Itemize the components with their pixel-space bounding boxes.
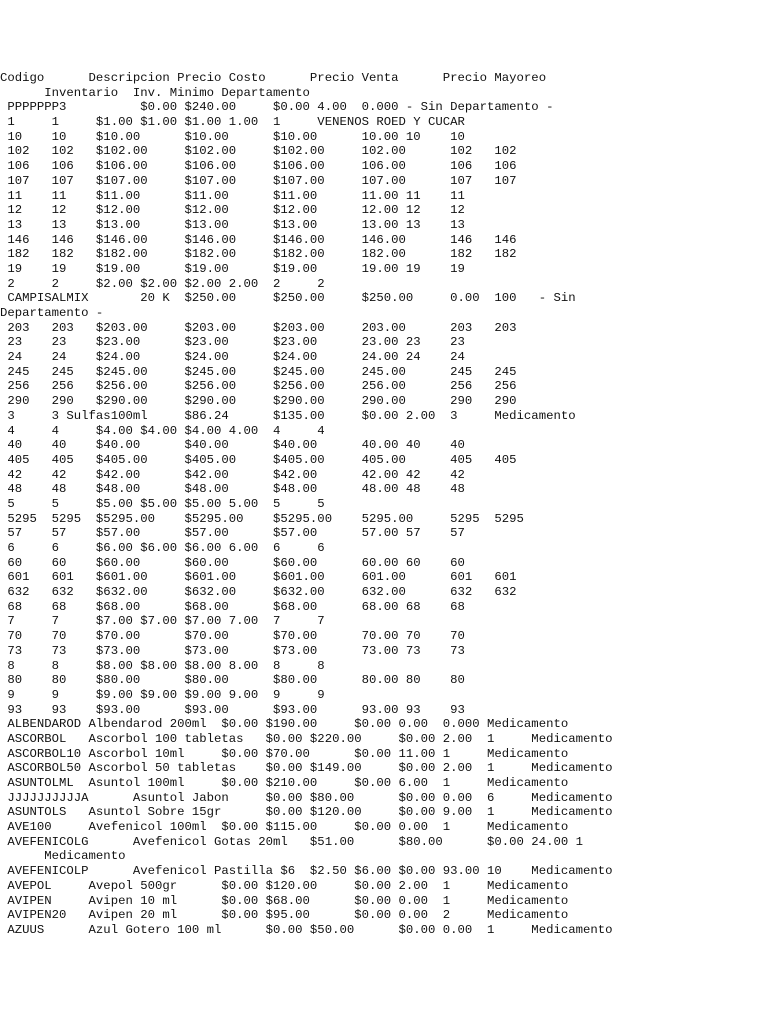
report-line: 13 13 $13.00 $13.00 $13.00 13.00 13 13 <box>0 217 465 232</box>
report-line: 601 601 $601.00 $601.00 $601.00 601.00 601 601 <box>0 570 517 585</box>
report-line: 10 10 $10.00 $10.00 $10.00 10.00 10 10 <box>0 129 465 144</box>
report-line: 11 11 $11.00 $11.00 $11.00 11.00 11 11 <box>0 188 465 203</box>
report-line: 7 7 $7.00 $7.00 $7.00 7.00 7 7 <box>0 614 325 629</box>
report-line: 3 3 Sulfas100ml $86.24 $135.00 $0.00 2.00 3 Medicamento <box>0 408 576 423</box>
report-line: 4 4 $4.00 $4.00 $4.00 4.00 4 4 <box>0 423 325 438</box>
report-line: 9 9 $9.00 $9.00 $9.00 9.00 9 9 <box>0 687 325 702</box>
report-line: AZUUS Azul Gotero 100 ml $0.00 $50.00 $0.00 0.00 1 Medicamento <box>0 922 613 937</box>
inventory-report <box>0 71 768 938</box>
report-line: PPPPPPP3 $0.00 $240.00 $0.00 4.00 0.000 - Sin Departamento - <box>0 100 554 115</box>
report-line: ASCORBOL10 Ascorbol 10ml $0.00 $70.00 $0.00 11.00 1 Medicamento <box>0 746 569 761</box>
report-line: 245 245 $245.00 $245.00 $245.00 245.00 245 245 <box>0 364 517 379</box>
report-line: AVIPEN20 Avipen 20 ml $0.00 $95.00 $0.00 0.00 2 Medicamento <box>0 908 569 923</box>
report-line: 5295 5295 $5295.00 $5295.00 $5295.00 5295.00 5295 5295 <box>0 511 524 526</box>
report-line: CAMPISALMIX 20 K $250.00 $250.00 $250.00 0.00 100 - Sin <box>0 291 576 306</box>
report-line: 73 73 $73.00 $73.00 $73.00 73.00 73 73 <box>0 643 465 658</box>
report-line: 57 57 $57.00 $57.00 $57.00 57.00 57 57 <box>0 526 465 541</box>
report-line: 19 19 $19.00 $19.00 $19.00 19.00 19 19 <box>0 261 465 276</box>
report-line: Departamento - <box>0 306 104 320</box>
report-line: 60 60 $60.00 $60.00 $60.00 60.00 60 60 <box>0 555 465 570</box>
report-line: 70 70 $70.00 $70.00 $70.00 70.00 70 70 <box>0 629 465 644</box>
report-line: JJJJJJJJJJA Asuntol Jabon $0.00 $80.00 $0.00 0.00 6 Medicamento <box>0 790 613 805</box>
report-line: 42 42 $42.00 $42.00 $42.00 42.00 42 42 <box>0 467 465 482</box>
report-line: 40 40 $40.00 $40.00 $40.00 40.00 40 40 <box>0 438 465 453</box>
report-line: ASUNTOLML Asuntol 100ml $0.00 $210.00 $0.00 6.00 1 Medicamento <box>0 776 569 790</box>
report-line: 5 5 $5.00 $5.00 $5.00 5.00 5 5 <box>0 496 325 511</box>
report-line: AVIPEN Avipen 10 ml $0.00 $68.00 $0.00 0.00 1 Medicamento <box>0 893 569 908</box>
report-line: Medicamento <box>0 849 126 864</box>
report-line: 68 68 $68.00 $68.00 $68.00 68.00 68 68 <box>0 599 465 614</box>
report-line: 405 405 $405.00 $405.00 $405.00 405.00 405 405 <box>0 452 517 467</box>
report-line: AVEPOL Avepol 500gr $0.00 $120.00 $0.00 2.00 1 Medicamento <box>0 878 569 893</box>
report-header-line: Codigo Descripcion Precio Costo Precio Venta Precio Mayoreo <box>0 71 547 85</box>
report-line: 102 102 $102.00 $102.00 $102.00 102.00 102 102 <box>0 144 517 159</box>
report-line: 107 107 $107.00 $107.00 $107.00 107.00 107 107 <box>0 173 517 188</box>
report-line: ASUNTOLS Asuntol Sobre 15gr $0.00 $120.00 $0.00 9.00 1 Medicamento <box>0 805 613 820</box>
report-line: ALBENDAROD Albendarod 200ml $0.00 $190.00 $0.00 0.00 0.000 Medicamento <box>0 717 569 732</box>
report-line: 48 48 $48.00 $48.00 $48.00 48.00 48 48 <box>0 482 465 497</box>
report-line: 632 632 $632.00 $632.00 $632.00 632.00 632 632 <box>0 585 517 600</box>
report-line: 106 106 $106.00 $106.00 $106.00 106.00 106 106 <box>0 159 517 174</box>
report-line: 80 80 $80.00 $80.00 $80.00 80.00 80 80 <box>0 673 465 688</box>
report-line: ASCORBOL Ascorbol 100 tabletas $0.00 $220.00 $0.00 2.00 1 Medicamento <box>0 731 613 746</box>
report-line: 24 24 $24.00 $24.00 $24.00 24.00 24 24 <box>0 350 465 365</box>
report-line: 12 12 $12.00 $12.00 $12.00 12.00 12 12 <box>0 203 465 218</box>
report-line: AVE100 Avefenicol 100ml $0.00 $115.00 $0.00 0.00 1 Medicamento <box>0 820 569 835</box>
report-line: 203 203 $203.00 $203.00 $203.00 203.00 203 203 <box>0 320 517 335</box>
report-header-line: Inventario Inv. Minimo Departamento <box>0 85 310 100</box>
report-line: 182 182 $182.00 $182.00 $182.00 182.00 182 182 <box>0 247 517 262</box>
report-line: 2 2 $2.00 $2.00 $2.00 2.00 2 2 <box>0 276 325 291</box>
report-line: 8 8 $8.00 $8.00 $8.00 8.00 8 8 <box>0 658 325 673</box>
report-line: ASCORBOL50 Ascorbol 50 tabletas $0.00 $149.00 $0.00 2.00 1 Medicamento <box>0 761 613 776</box>
report-line: 23 23 $23.00 $23.00 $23.00 23.00 23 23 <box>0 335 465 350</box>
report-line: AVEFENICOLP Avefenicol Pastilla $6 $2.50 $6.00 $0.00 93.00 10 Medicamento <box>0 864 613 879</box>
report-line: 6 6 $6.00 $6.00 $6.00 6.00 6 6 <box>0 541 325 555</box>
report-line: 290 290 $290.00 $290.00 $290.00 290.00 290 290 <box>0 394 517 409</box>
report-line: 146 146 $146.00 $146.00 $146.00 146.00 146 146 <box>0 232 517 247</box>
report-line: AVEFENICOLG Avefenicol Gotas 20ml $51.00 $80.00 $0.00 24.00 1 <box>0 834 583 849</box>
report-line: 93 93 $93.00 $93.00 $93.00 93.00 93 93 <box>0 702 465 717</box>
report-line: 1 1 $1.00 $1.00 $1.00 1.00 1 VENENOS ROED Y CUCAR <box>0 115 465 130</box>
report-line: 256 256 $256.00 $256.00 $256.00 256.00 256 256 <box>0 379 517 394</box>
